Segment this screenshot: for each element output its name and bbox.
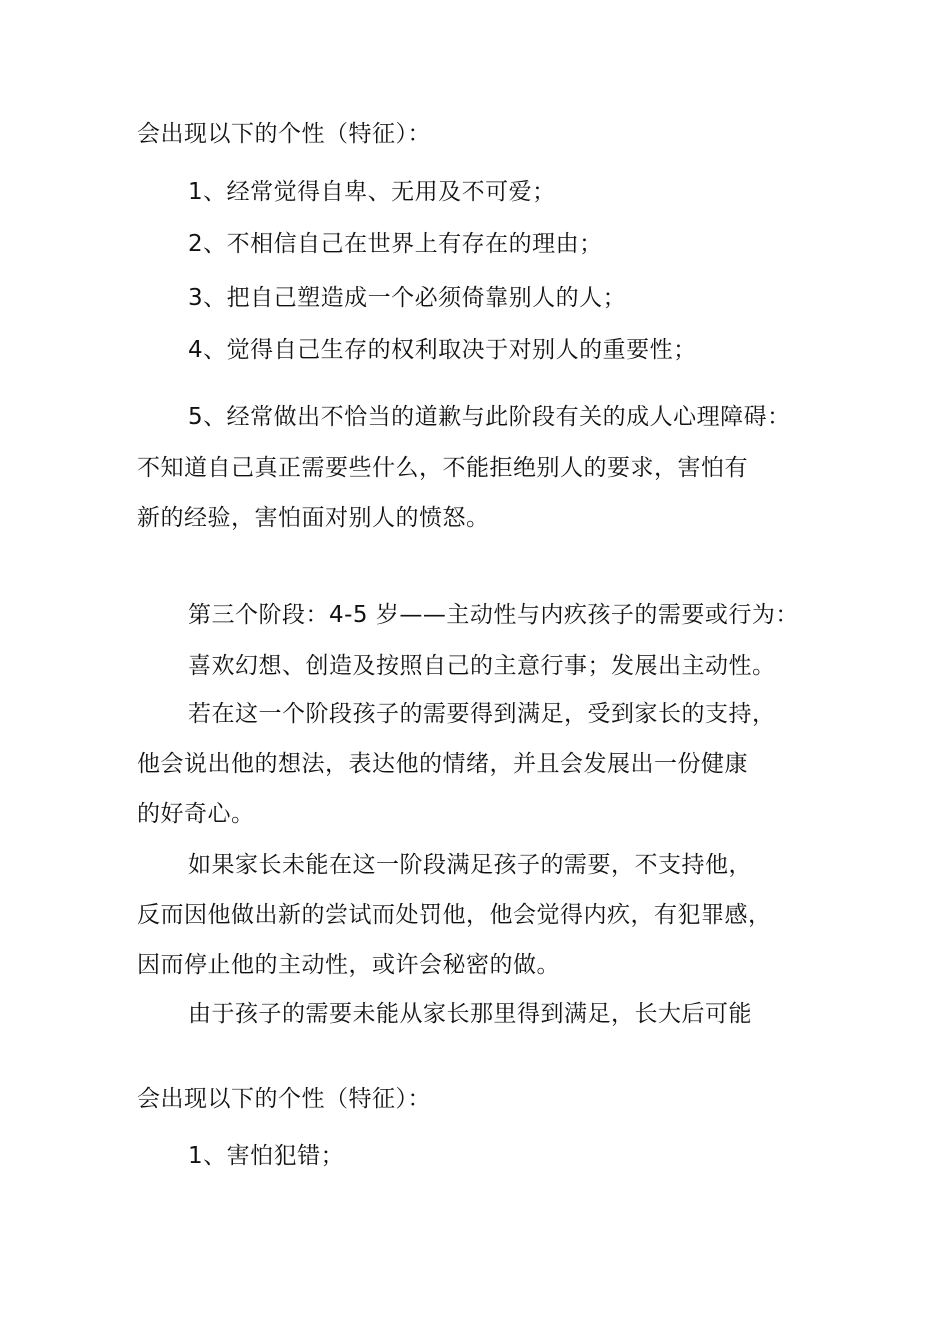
section-heading-stage-3: 第三个阶段：4-5 岁——主动性与内疚孩子的需要或行为：: [188, 602, 799, 628]
paragraph-line: 如果家长未能在这一阶段满足孩子的需要，不支持他，: [188, 852, 752, 878]
paragraph-line: 不知道自己真正需要些什么，不能拒绝别人的要求，害怕有: [137, 455, 748, 481]
list-item-5: 5、经常做出不恰当的道歉与此阶段有关的成人心理障碍：: [188, 404, 791, 430]
paragraph-line: 由于孩子的需要未能从家长那里得到满足，长大后可能: [188, 1001, 752, 1027]
text-line-traits-intro: 会出现以下的个性（特征）：: [137, 1086, 431, 1112]
list-item-4: 4、觉得自己生存的权利取决于对别人的重要性；: [188, 337, 697, 363]
list-item-2: 2、不相信自己在世界上有存在的理由；: [188, 231, 603, 257]
paragraph-line: 的好奇心。: [137, 801, 255, 827]
paragraph-line: 他会说出他的想法，表达他的情绪，并且会发展出一份健康: [137, 751, 748, 777]
paragraph-line: 因而停止他的主动性，或许会秘密的做。: [137, 952, 560, 978]
paragraph-line: 反而因他做出新的尝试而处罚他，他会觉得内疚，有犯罪感，: [137, 902, 772, 928]
paragraph-line: 若在这一个阶段孩子的需要得到满足，受到家长的支持，: [188, 701, 776, 727]
paragraph-line: 喜欢幻想、创造及按照自己的主意行事；发展出主动性。: [188, 653, 776, 679]
list-item-1: 1、害怕犯错；: [188, 1143, 345, 1169]
list-item-3: 3、把自己塑造成一个必须倚靠别人的人；: [188, 285, 627, 311]
list-item-1: 1、经常觉得自卑、无用及不可爱；: [188, 179, 556, 205]
text-line-traits-intro: 会出现以下的个性（特征）：: [137, 121, 431, 147]
paragraph-line: 新的经验，害怕面对别人的愤怒。: [137, 505, 490, 531]
